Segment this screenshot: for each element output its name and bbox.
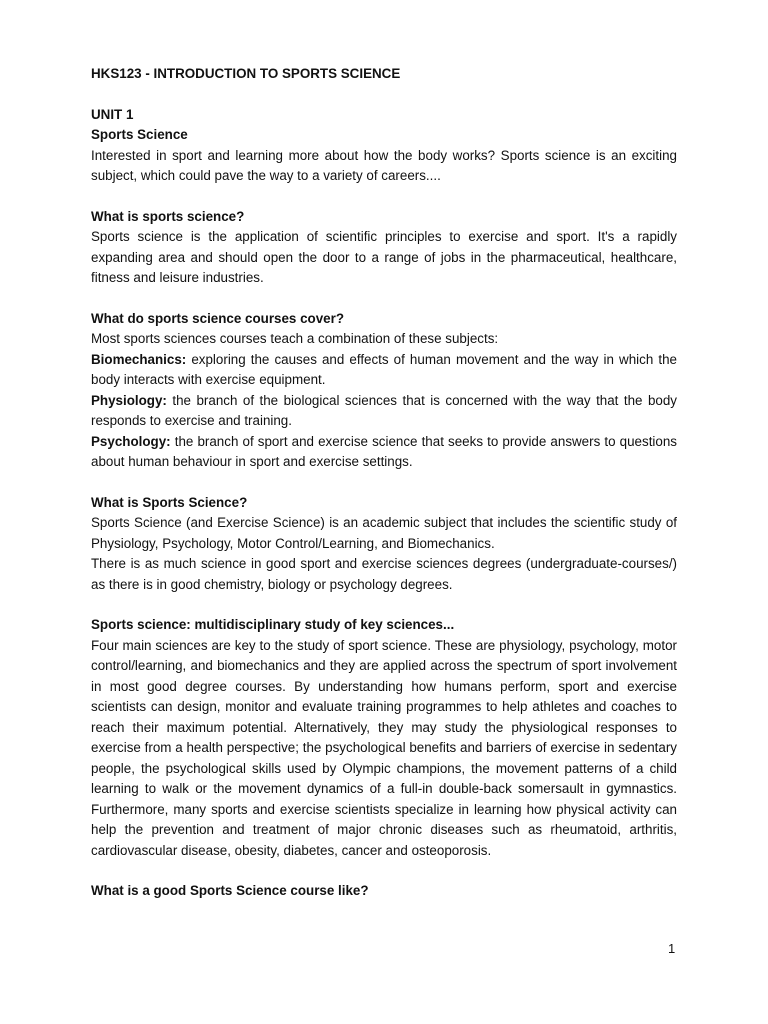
section-heading-good-course: What is a good Sports Science course like?: [91, 883, 369, 898]
subject-item-physiology: [91, 391, 677, 432]
section-heading-courses-cover: What do sports science courses cover?: [91, 310, 345, 326]
subject-term: Biomechanics:: [91, 351, 187, 367]
subject-item-psychology: [91, 432, 677, 473]
section-heading-what-is-sports-science-2: What is Sports Science?: [91, 494, 248, 510]
paragraph-intro: Interested in sport and learning more about how the body works? Sports science is an exciting subject, which could pave the way to a variety of careers....: [91, 147, 677, 183]
document-title: HKS123 - INTRODUCTION TO SPORTS SCIENCE: [91, 66, 401, 81]
unit-label: UNIT 1: [91, 106, 134, 122]
section-heading-sports-science: Sports Science: [91, 127, 188, 142]
subject-description: the branch of the biological sciences that is concerned with the way that the body responds to exercise and training.: [91, 392, 677, 428]
section-heading-what-is-sports-science: What is sports science?: [91, 208, 245, 224]
subject-description: the branch of sport and exercise science that seeks to provide answers to questions about human behaviour in sport and exercise settings.: [91, 433, 677, 469]
page-number: 1: [668, 941, 676, 956]
subject-description: exploring the causes and effects of human movement and the way in which the body interacts with exercise equipment.: [91, 351, 677, 387]
document-page: [91, 64, 677, 902]
subject-item-biomechanics: [91, 350, 677, 391]
paragraph-four-sciences: Four main sciences are key to the study of sport science. These are physiology, psychology, motor control/learning, and biomechanics and they are applied across the spectrum of sport involvement in most good degree courses. By understanding how humans perform, sport and exercise scientists can design, monitor and evaluate training programmes to help athletes and coaches to reach their maximum potential. Alternatively, they may study the physiological responses to exercise from a health perspective; the psychological benefits and barriers of exercise in sedentary people, the psychological skills used by Olympic champions, the movement patterns of a child learning to walk or the movement dynamics of a full-in double-back somersault in gymnastics. Furthermore, many sports and exercise scientists specialize in learning how physical activity can help the prevention and treatment of major chronic diseases such as rheumatoid, arthritis, cardiovascular disease, obesity, diabetes, cancer and osteoporosis.: [91, 637, 677, 858]
paragraph-science-degrees: There is as much science in good sport and exercise sciences degrees (undergraduate-courses/) as there is in good chemistry, biology or psychology degrees.: [91, 556, 677, 592]
subject-term: Physiology:: [91, 392, 167, 408]
subject-term: Psychology:: [91, 433, 171, 449]
paragraph-courses-intro: Most sports sciences courses teach a combination of these subjects:: [91, 331, 499, 346]
paragraph-definition: Sports science is the application of scientific principles to exercise and sport. It's a rapidly expanding area and should open the door to a range of jobs in the pharmaceutical, healthcare, fitness and leisure industries.: [91, 229, 677, 285]
paragraph-academic-subject: Sports Science (and Exercise Science) is an academic subject that includes the scientific study of Physiology, Psychology, Motor Control/Learning, and Biomechanics.: [91, 515, 677, 551]
section-heading-multidisciplinary: Sports science: multidisciplinary study of key sciences...: [91, 617, 455, 632]
